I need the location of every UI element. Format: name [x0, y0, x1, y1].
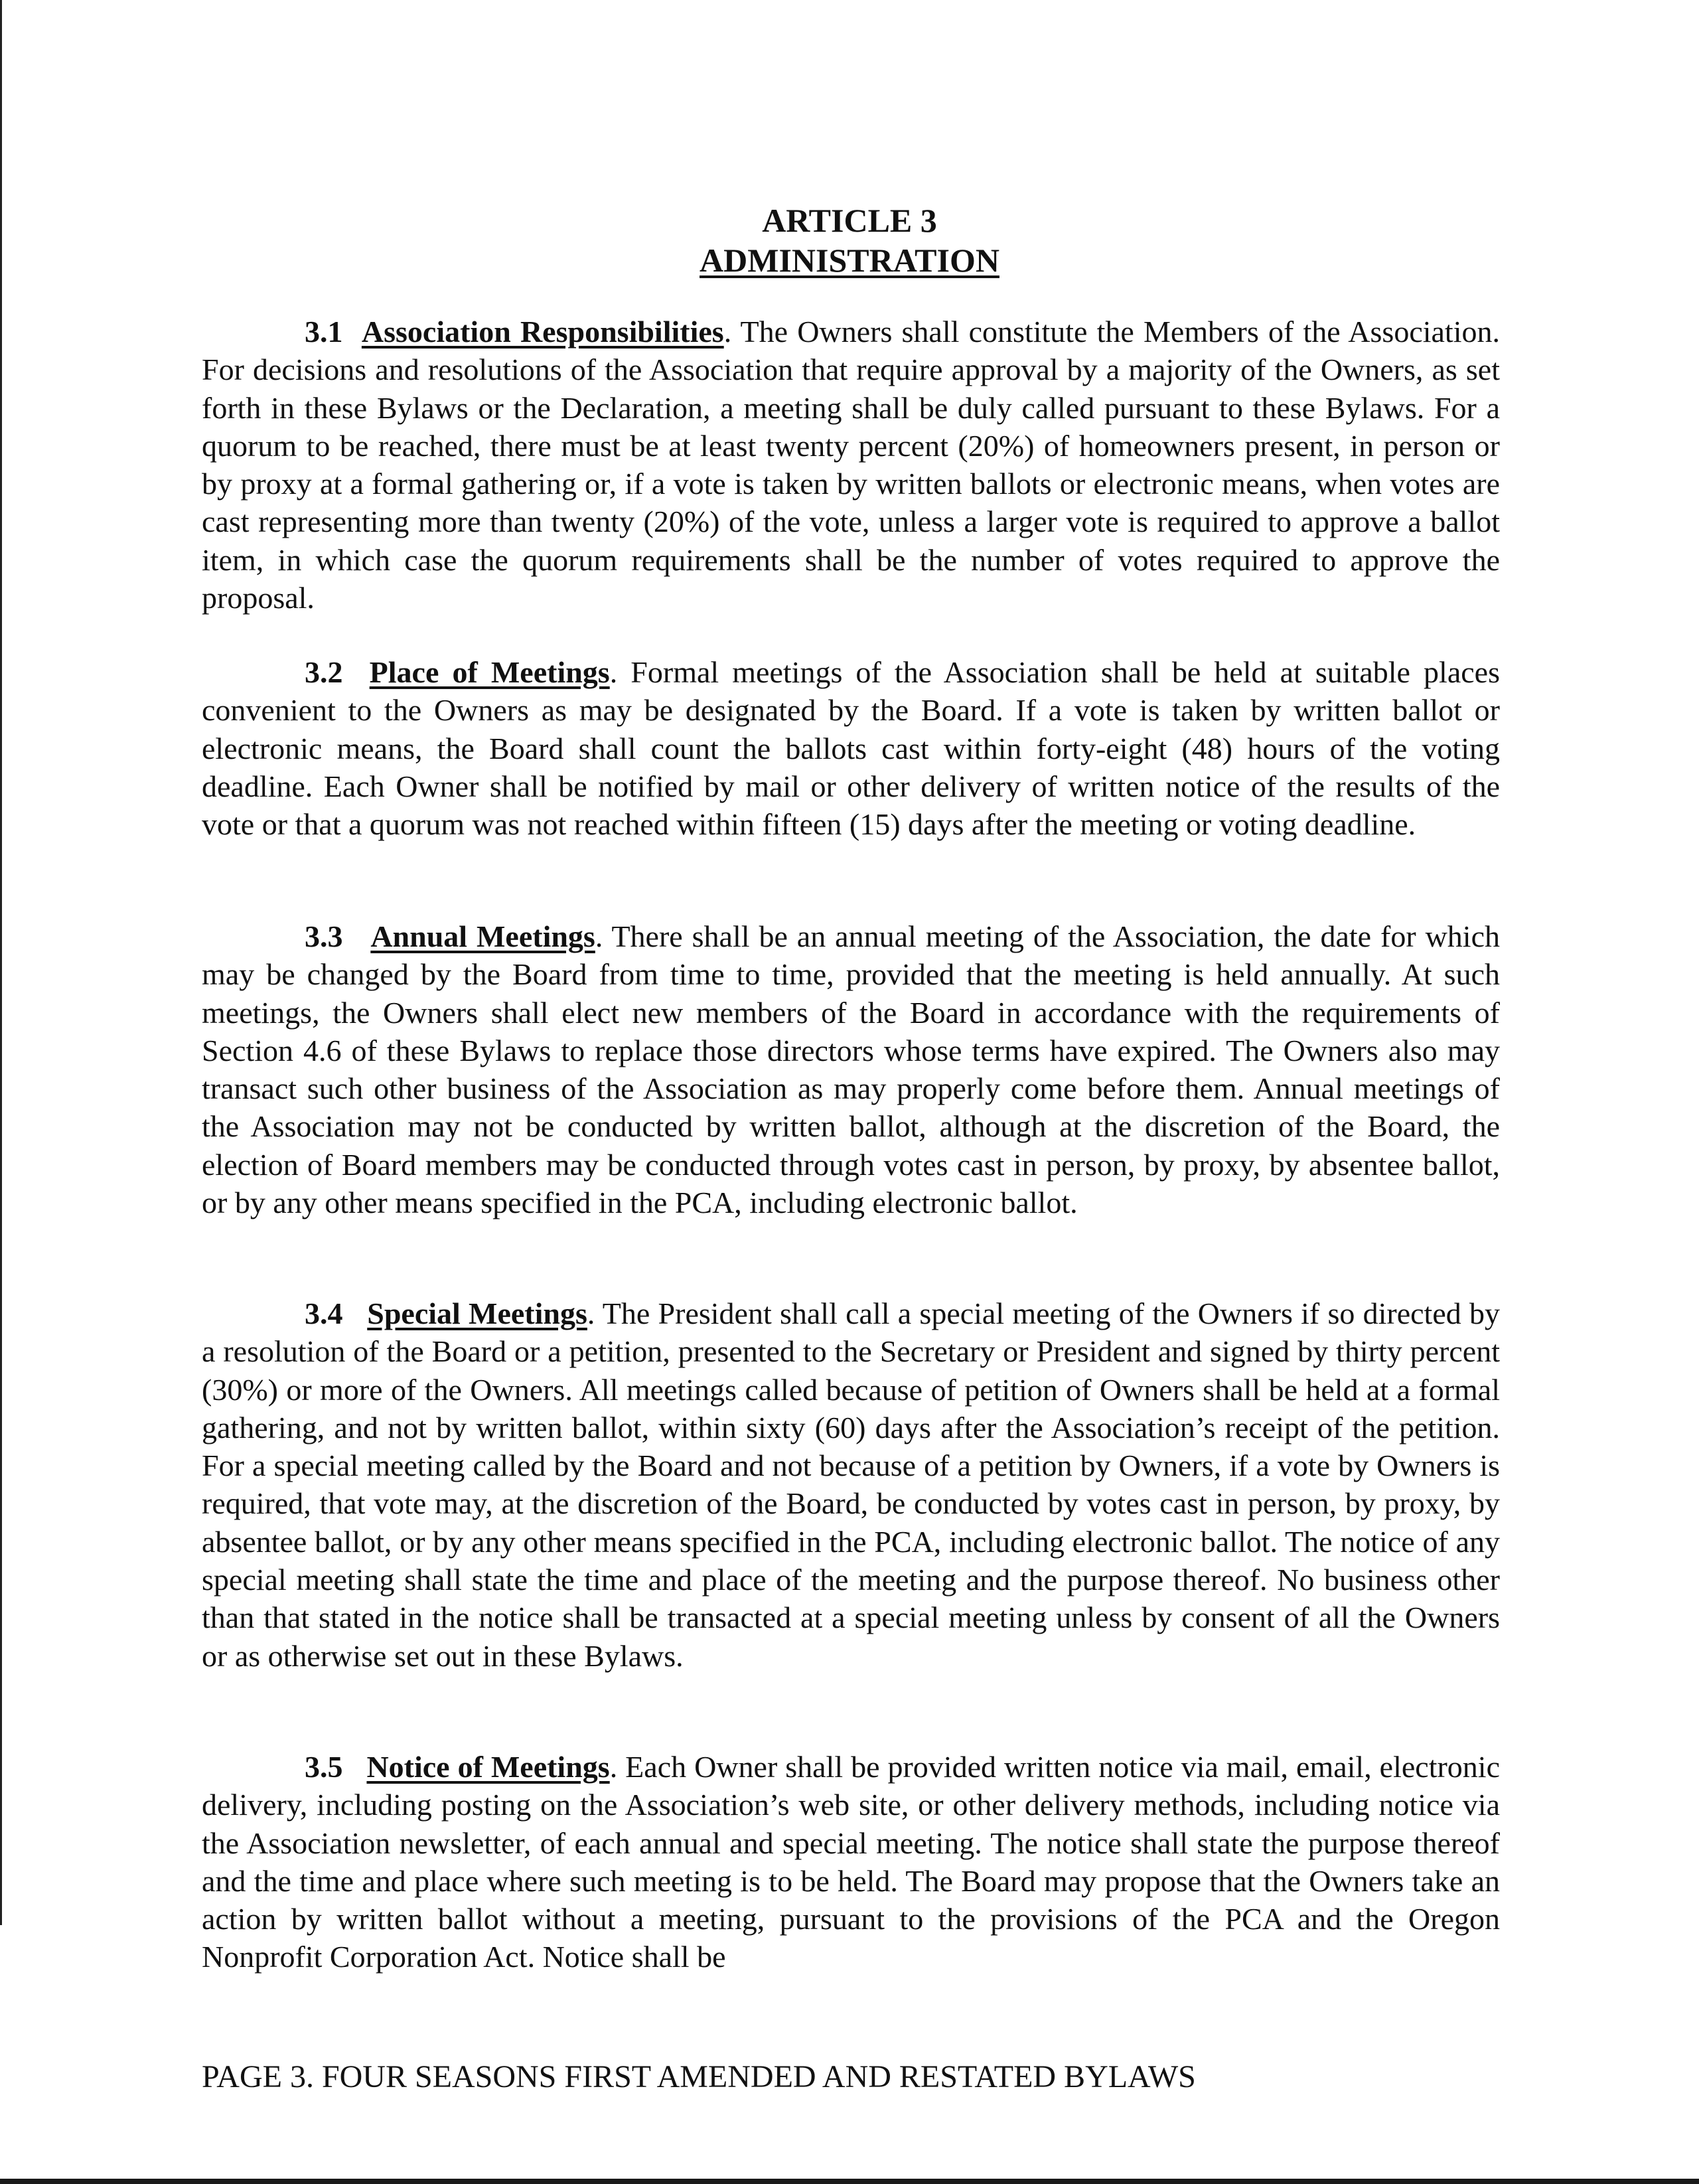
- section-paragraph: [202, 1748, 1500, 1976]
- section-number: 3.1: [305, 315, 343, 349]
- section-title: Special Meetings: [367, 1296, 587, 1330]
- section-paragraph: [202, 1294, 1500, 1675]
- section-3-1: [202, 313, 1500, 617]
- section-title: Annual Meetings: [370, 919, 595, 953]
- scan-edge-left: [0, 0, 2, 1925]
- section-3-4: [202, 1294, 1500, 1675]
- section-paragraph: [202, 313, 1500, 617]
- section-paragraph: [202, 653, 1500, 843]
- section-text: . The President shall call a special meeting of the Owners if so directed by a resolution of the Board or a petition, presented to the Secretary or President and signed by thirty percent (30%) or more of the Owners. All meetings called because of petition of Owners shall be held at a formal gathering, and not by written ballot, within sixty (60) days after the Association’s receipt of the petition. For a special meeting called by the Board and not because of a petition by Owners, if a vote by Owners is required, that vote may, at the discretion of the Board, be conducted by votes cast in person, by proxy, by absentee ballot, or by any other means specified in the PCA, including electronic ballot. The notice of any special meeting shall state the time and place of the meeting and the purpose thereof. No business other than that stated in the notice shall be transacted at a special meeting unless by consent of all the Owners or as otherwise set out in these Bylaws.: [202, 1296, 1500, 1673]
- section-paragraph: [202, 917, 1500, 1221]
- section-title: Notice of Meetings: [366, 1750, 610, 1784]
- section-number: 3.5: [305, 1750, 343, 1784]
- section-text: . Formal meetings of the Association shall be held at suitable places convenient to the Owners as may be designated by the Board. If a vote is taken by written ballot or electronic means, the Board shall count the ballots cast within forty-eight (48) hours of the voting deadline. Each Owner shall be notified by mail or other delivery of written notice of the results of the vote or that a quorum was not reached within fifteen (15) days after the meeting or voting deadline.: [202, 655, 1500, 842]
- section-number: 3.2: [305, 655, 343, 689]
- page-footer: PAGE 3. FOUR SEASONS FIRST AMENDED AND RESTATED BYLAWS: [202, 2059, 1196, 2094]
- section-text: . Each Owner shall be provided written notice via mail, email, electronic delivery, including posting on the Association’s web site, or other delivery methods, including notice via the Association newsletter, of each annual and special meeting. The notice shall state the purpose thereof and the time and place where such meeting is to be held. The Board may propose that the Owners take an action by written ballot without a meeting, pursuant to the provisions of the PCA and the Oregon Nonprofit Corporation Act. Notice shall be: [202, 1750, 1501, 1974]
- article-number: ARTICLE 3: [762, 202, 937, 239]
- section-text: . There shall be an annual meeting of the Association, the date for which may be changed by the Board from time to time, provided that the meeting is held annually. At such meetings, the Owners shall elect new members of the Board in accordance with the requirements of Section 4.6 of these Bylaws to replace those directors whose terms have expired. The Owners also may transact such other business of the Association as may properly come before them. Annual meetings of the Association may not be conducted by written ballot, although at the discretion of the Board, the election of Board members may be conducted through votes cast in person, by proxy, by absentee ballot, or by any other means specified in the PCA, including electronic ballot.: [202, 919, 1500, 1220]
- section-3-2: [202, 653, 1500, 843]
- section-3-3: [202, 917, 1500, 1221]
- section-title: Association Responsibilities: [361, 315, 724, 349]
- section-number: 3.4: [305, 1296, 343, 1330]
- section-text: . The Owners shall constitute the Members of the Association. For decisions and resolutions of the Association that require approval by a majority of the Owners, as set forth in these Bylaws or the Declaration, a meeting shall be duly called pursuant to these Bylaws. For a quorum to be reached, there must be at least twenty percent (20%) of homeowners present, in person or by proxy at a formal gathering or, if a vote is taken by written ballots or electronic means, when votes are cast representing more than twenty (20%) of the vote, unless a larger vote is required to approve a ballot item, in which case the quorum requirements shall be the number of votes required to approve the proposal.: [202, 315, 1500, 615]
- scan-edge-bottom: [0, 2179, 1699, 2184]
- section-title: Place of Meetings: [369, 655, 610, 689]
- section-number: 3.3: [305, 919, 343, 953]
- article-title: ADMINISTRATION: [700, 242, 999, 279]
- section-3-5: [202, 1748, 1500, 1976]
